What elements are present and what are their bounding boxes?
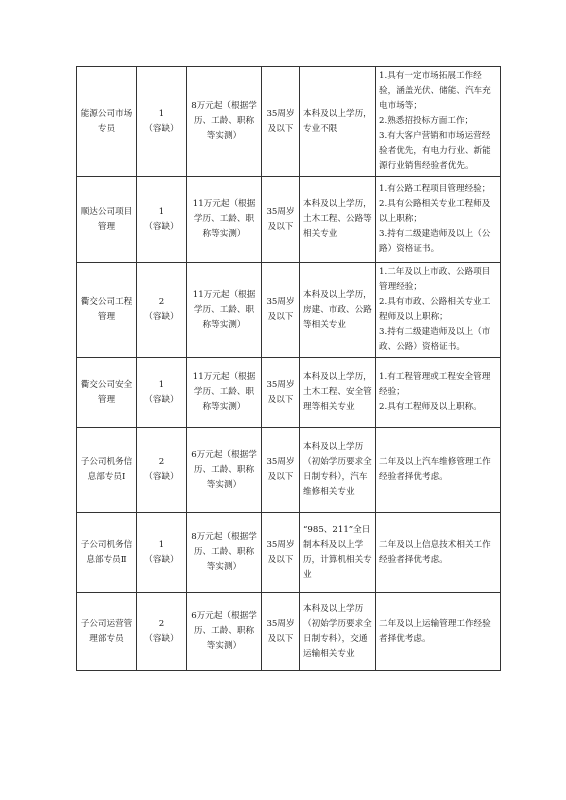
position-cell: 子公司运营管理部专员 [77,593,137,671]
requirement-item: 1.具有一定市场拓展工作经验，涵盖光伏、储能、汽车充电市场等； [379,71,491,111]
position-cell: 子公司机务信息部专员Ⅰ [77,428,137,513]
salary-cell: 8万元起（根据学历、工龄、职称等实测） [187,513,262,593]
education-cell: 本科及以上学历，房建、市政、公路等相关专业 [300,263,376,358]
headcount-note: （容缺） [144,472,179,482]
position-cell: 子公司机务信息部专员Ⅱ [77,513,137,593]
requirements-cell [376,593,501,671]
age-cell: 35周岁及以下 [262,513,300,593]
recruitment-table [76,66,501,671]
salary-cell: 11万元起（根据学历、工龄、职称等实测） [187,358,262,428]
education-cell: “985、211”全日制本科及以上学历，计算机相关专业 [300,513,376,593]
headcount-value: 1 [158,539,165,550]
education-cell: 本科及以上学历，专业不限 [300,67,376,177]
headcount-cell [137,177,187,263]
requirement-item: 2.具有市政、公路相关专业工程师及以上职称； [379,297,491,322]
requirement-item: 1.有工程管理或工程安全管理经验； [379,372,491,397]
age-cell: 35周岁及以下 [262,67,300,177]
headcount-cell [137,67,187,177]
salary-cell: 6万元起（根据学历、工龄、职称等实测） [187,593,262,671]
age-cell: 35周岁及以下 [262,593,300,671]
headcount-value: 1 [158,206,165,217]
headcount-value: 2 [158,297,165,307]
position-cell: 衢交公司工程管理 [77,263,137,358]
headcount-cell [137,358,187,428]
headcount-note: （容缺） [144,394,179,405]
requirements-cell [376,513,501,593]
age-cell: 35周岁及以下 [262,177,300,263]
requirements-cell [376,263,501,358]
age-cell: 35周岁及以下 [262,358,300,428]
education-cell: 本科及以上学历（初始学历要求全日制专科），汽车维修相关专业 [300,428,376,513]
headcount-value: 1 [158,379,165,390]
salary-cell: 11万元起（根据学历、工龄、职称等实测） [187,177,262,263]
education-cell: 本科及以上学历，土木工程、安全管理等相关专业 [300,358,376,428]
requirement-item: 3.有大客户营销和市场运营经验者优先，有电力行业、新能源行业销售经验者优先。 [379,131,491,171]
position-cell: 顺达公司项目管理 [77,177,137,263]
headcount-note: （容缺） [144,554,179,565]
headcount-cell [137,593,187,671]
education-cell: 本科及以上学历（初始学历要求全日制专科），交通运输相关专业 [300,593,376,671]
headcount-cell [137,263,187,358]
headcount-value: 1 [158,108,165,119]
requirement-item: 3.持有二级建造师及以上（市政、公路）资格证书。 [379,327,491,352]
requirement-item: 2.熟悉招投标方面工作； [379,116,474,126]
requirement-item: 二年及以上信息技术相关工作经验者择优考虑。 [379,539,491,565]
salary-cell: 6万元起（根据学历、工龄、职称等实测） [187,428,262,513]
recruitment-table-body [77,67,501,671]
requirement-item: 二年及以上汽车维修管理工作经验者择优考虑。 [379,457,491,482]
headcount-note: （容缺） [144,633,179,644]
position-cell: 能源公司市场专员 [77,67,137,177]
headcount-note: （容缺） [144,312,179,322]
headcount-note: （容缺） [144,123,179,134]
headcount-note: （容缺） [144,221,179,232]
requirement-item: 3.持有二级建造师及以上（公路）资格证书。 [379,229,491,254]
education-cell: 本科及以上学历，土木工程、公路等相关专业 [300,177,376,263]
requirements-cell [376,428,501,513]
requirement-item: 1.有公路工程项目管理经验； [379,184,491,194]
salary-cell: 11万元起（根据学历、工龄、职称等实测） [187,263,262,358]
headcount-cell [137,513,187,593]
requirement-item: 1.二年及以上市政、公路项目管理经验； [379,267,491,292]
table-row [77,358,501,428]
table-row [77,67,501,177]
requirement-item: 2.具有公路相关专业工程师及以上职称； [379,199,491,224]
table-row [77,593,501,671]
age-cell: 35周岁及以下 [262,263,300,358]
headcount-value: 2 [158,457,165,467]
requirements-cell [376,67,501,177]
position-cell: 衢交公司安全管理 [77,358,137,428]
requirements-cell [376,358,501,428]
requirements-cell [376,177,501,263]
requirement-item: 2.具有工程师及以上职称。 [379,402,482,412]
age-cell: 35周岁及以下 [262,428,300,513]
headcount-cell [137,428,187,513]
headcount-value: 2 [158,618,165,629]
requirement-item: 二年及以上运输管理工作经验者择优考虑。 [379,618,491,644]
table-row [77,428,501,513]
salary-cell: 8万元起（根据学历、工龄、职称等实测） [187,67,262,177]
table-row [77,513,501,593]
table-row [77,177,501,263]
table-row [77,263,501,358]
